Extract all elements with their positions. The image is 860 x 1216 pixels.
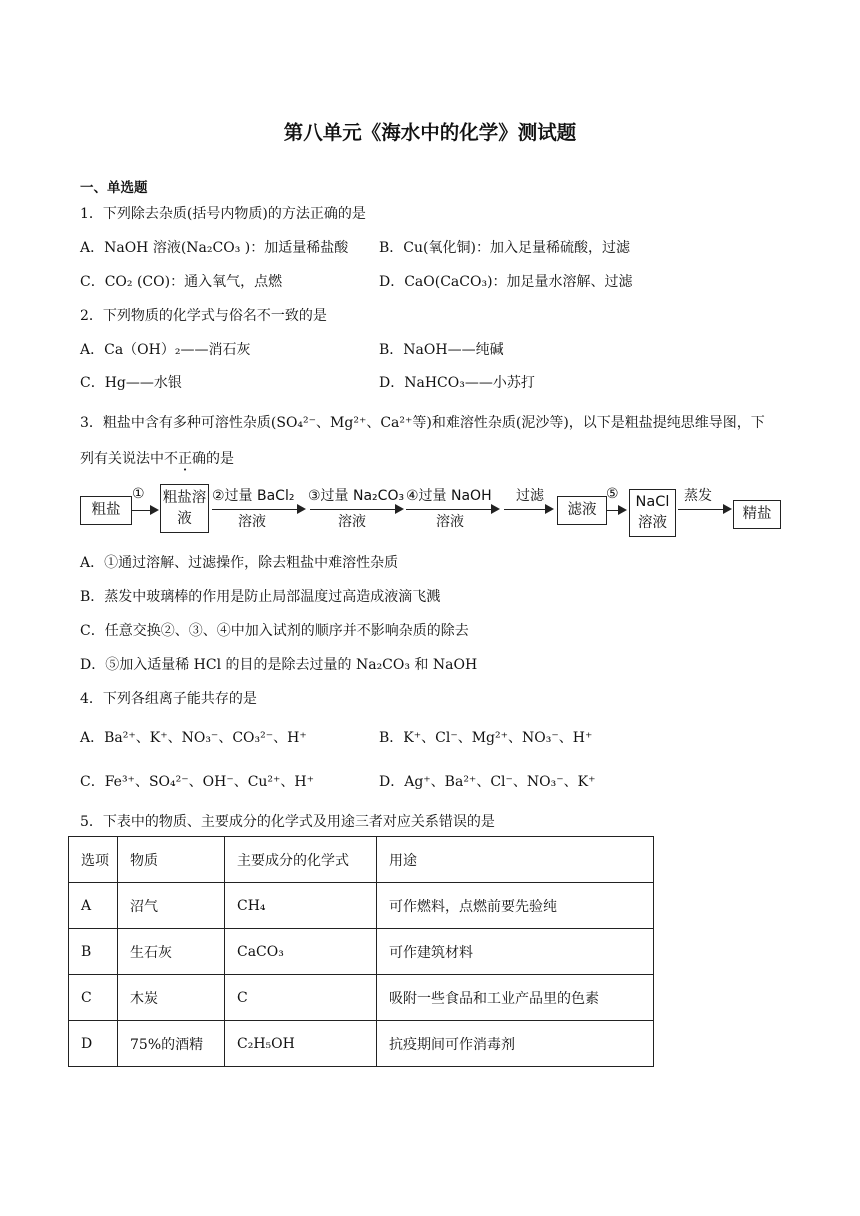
table-cell: A	[69, 883, 118, 929]
table-cell: 可作燃料，点燃前要先验纯	[377, 883, 654, 929]
flow-step-7-label: 蒸发	[684, 488, 712, 504]
question-4-stem: 4．下列各组离子能共存的是	[80, 691, 257, 707]
flow-step-6-label: ⑤	[606, 486, 619, 502]
flow-step-1-label: ①	[132, 486, 145, 502]
flow-step-5-label: 过滤	[516, 488, 544, 504]
question-2-option-c: C．Hg——水银	[80, 375, 182, 391]
table-cell: 可作建筑材料	[377, 929, 654, 975]
flow-box-nacl-solution: NaCl溶液	[629, 489, 676, 537]
question-1-option-b: B．Cu(氧化铜)：加入足量稀硫酸，过滤	[379, 240, 630, 256]
table-cell: CH₄	[225, 883, 377, 929]
flow-box-crude-salt: 粗盐	[80, 496, 132, 525]
table-cell: 生石灰	[118, 929, 225, 975]
question-2-option-a: A．Ca（OH）₂——消石灰	[80, 342, 251, 358]
question-3-stem-line2	[80, 448, 234, 468]
section-heading: 一、单选题	[80, 180, 148, 196]
question-2-stem: 2．下列物质的化学式与俗名不一致的是	[80, 308, 327, 324]
table-cell: C₂H₅OH	[225, 1021, 377, 1067]
table-header-row	[69, 837, 654, 883]
flow-arrow-6	[607, 510, 625, 511]
flow-box-refined-salt: 精盐	[733, 500, 781, 529]
flow-step-2-label: ②过量 BaCl₂	[212, 488, 295, 504]
table-cell: 吸附一些食品和工业产品里的色素	[377, 975, 654, 1021]
question-5-stem: 5．下表中的物质、主要成分的化学式及用途三者对应关系错误的是	[80, 814, 495, 830]
table-header-cell: 物质	[118, 837, 225, 883]
question-3-option-d: D．⑤加入适量稀 HCl 的目的是除去过量的 Na₂CO₃ 和 NaOH	[80, 657, 478, 673]
question-3-option-b: B．蒸发中玻璃棒的作用是防止局部温度过高造成液滴飞溅	[80, 589, 441, 605]
question-3-stem-line1: 3．粗盐中含有多种可溶性杂质(SO₄²⁻、Mg²⁺、Ca²⁺等)和难溶性杂质(泥沙等)，以下是粗盐提纯思维导图，下	[80, 415, 765, 431]
table-header-cell: 主要成分的化学式	[225, 837, 377, 883]
table-cell: D	[69, 1021, 118, 1067]
flow-box-filtrate: 滤液	[557, 496, 607, 525]
table-row	[69, 975, 654, 1021]
table-header-cell: 选项	[69, 837, 118, 883]
question-2-option-d: D．NaHCO₃——小苏打	[379, 375, 535, 391]
table-cell: 抗疫期间可作消毒剂	[377, 1021, 654, 1067]
table-header-cell: 用途	[377, 837, 654, 883]
table-cell: C	[69, 975, 118, 1021]
flow-arrow-7	[678, 509, 730, 510]
question-1-option-a: A．NaOH 溶液(Na₂CO₃ )：加适量稀盐酸	[80, 240, 349, 256]
flow-box-salt-solution: 粗盐溶液	[160, 484, 209, 533]
flow-step-3-sub: 溶液	[338, 514, 366, 530]
table-row	[69, 929, 654, 975]
table-cell: 木炭	[118, 975, 225, 1021]
question-4-option-b: B．K⁺、Cl⁻、Mg²⁺、NO₃⁻、H⁺	[379, 730, 593, 746]
stem-text: 列有关说法中	[80, 451, 164, 467]
flow-arrow-5	[504, 509, 552, 510]
stem-text-end: 的是	[206, 451, 234, 467]
table-cell: 沼气	[118, 883, 225, 929]
question-4-option-d: D．Ag⁺、Ba²⁺、Cl⁻、NO₃⁻、K⁺	[379, 774, 596, 790]
flow-step-3-label: ③过量 Na₂CO₃	[308, 488, 405, 504]
emphasis-text: 不正确	[164, 451, 206, 467]
question-3-option-a: A．①通过溶解、过滤操作，除去粗盐中难溶性杂质	[80, 555, 399, 571]
table-row	[69, 1021, 654, 1067]
flow-arrow-1	[132, 510, 157, 511]
question-5-table	[68, 836, 654, 1067]
question-1-option-c: C．CO₂ (CO)：通入氧气，点燃	[80, 274, 283, 290]
table-cell: 75%的酒精	[118, 1021, 225, 1067]
flow-arrow-3	[310, 509, 402, 510]
question-4-option-c: C．Fe³⁺、SO₄²⁻、OH⁻、Cu²⁺、H⁺	[80, 774, 315, 790]
question-3-option-c: C．任意交换②、③、④中加入试剂的顺序并不影响杂质的除去	[80, 623, 469, 639]
table-row	[69, 883, 654, 929]
question-4-option-a: A．Ba²⁺、K⁺、NO₃⁻、CO₃²⁻、H⁺	[80, 730, 307, 746]
question-1-option-d: D．CaO(CaCO₃)：加足量水溶解、过滤	[379, 274, 633, 290]
question-2-option-b: B．NaOH——纯碱	[379, 342, 504, 358]
page-title: 第八单元《海水中的化学》测试题	[283, 121, 577, 144]
flow-arrow-4	[406, 509, 498, 510]
flow-step-4-label: ④过量 NaOH	[406, 488, 492, 504]
question-1-stem: 1．下列除去杂质(括号内物质)的方法正确的是	[80, 206, 366, 222]
flow-arrow-2	[212, 509, 304, 510]
table-cell: C	[225, 975, 377, 1021]
table-cell: B	[69, 929, 118, 975]
flow-step-4-sub: 溶液	[436, 514, 464, 530]
table-cell: CaCO₃	[225, 929, 377, 975]
flow-step-2-sub: 溶液	[238, 514, 266, 530]
